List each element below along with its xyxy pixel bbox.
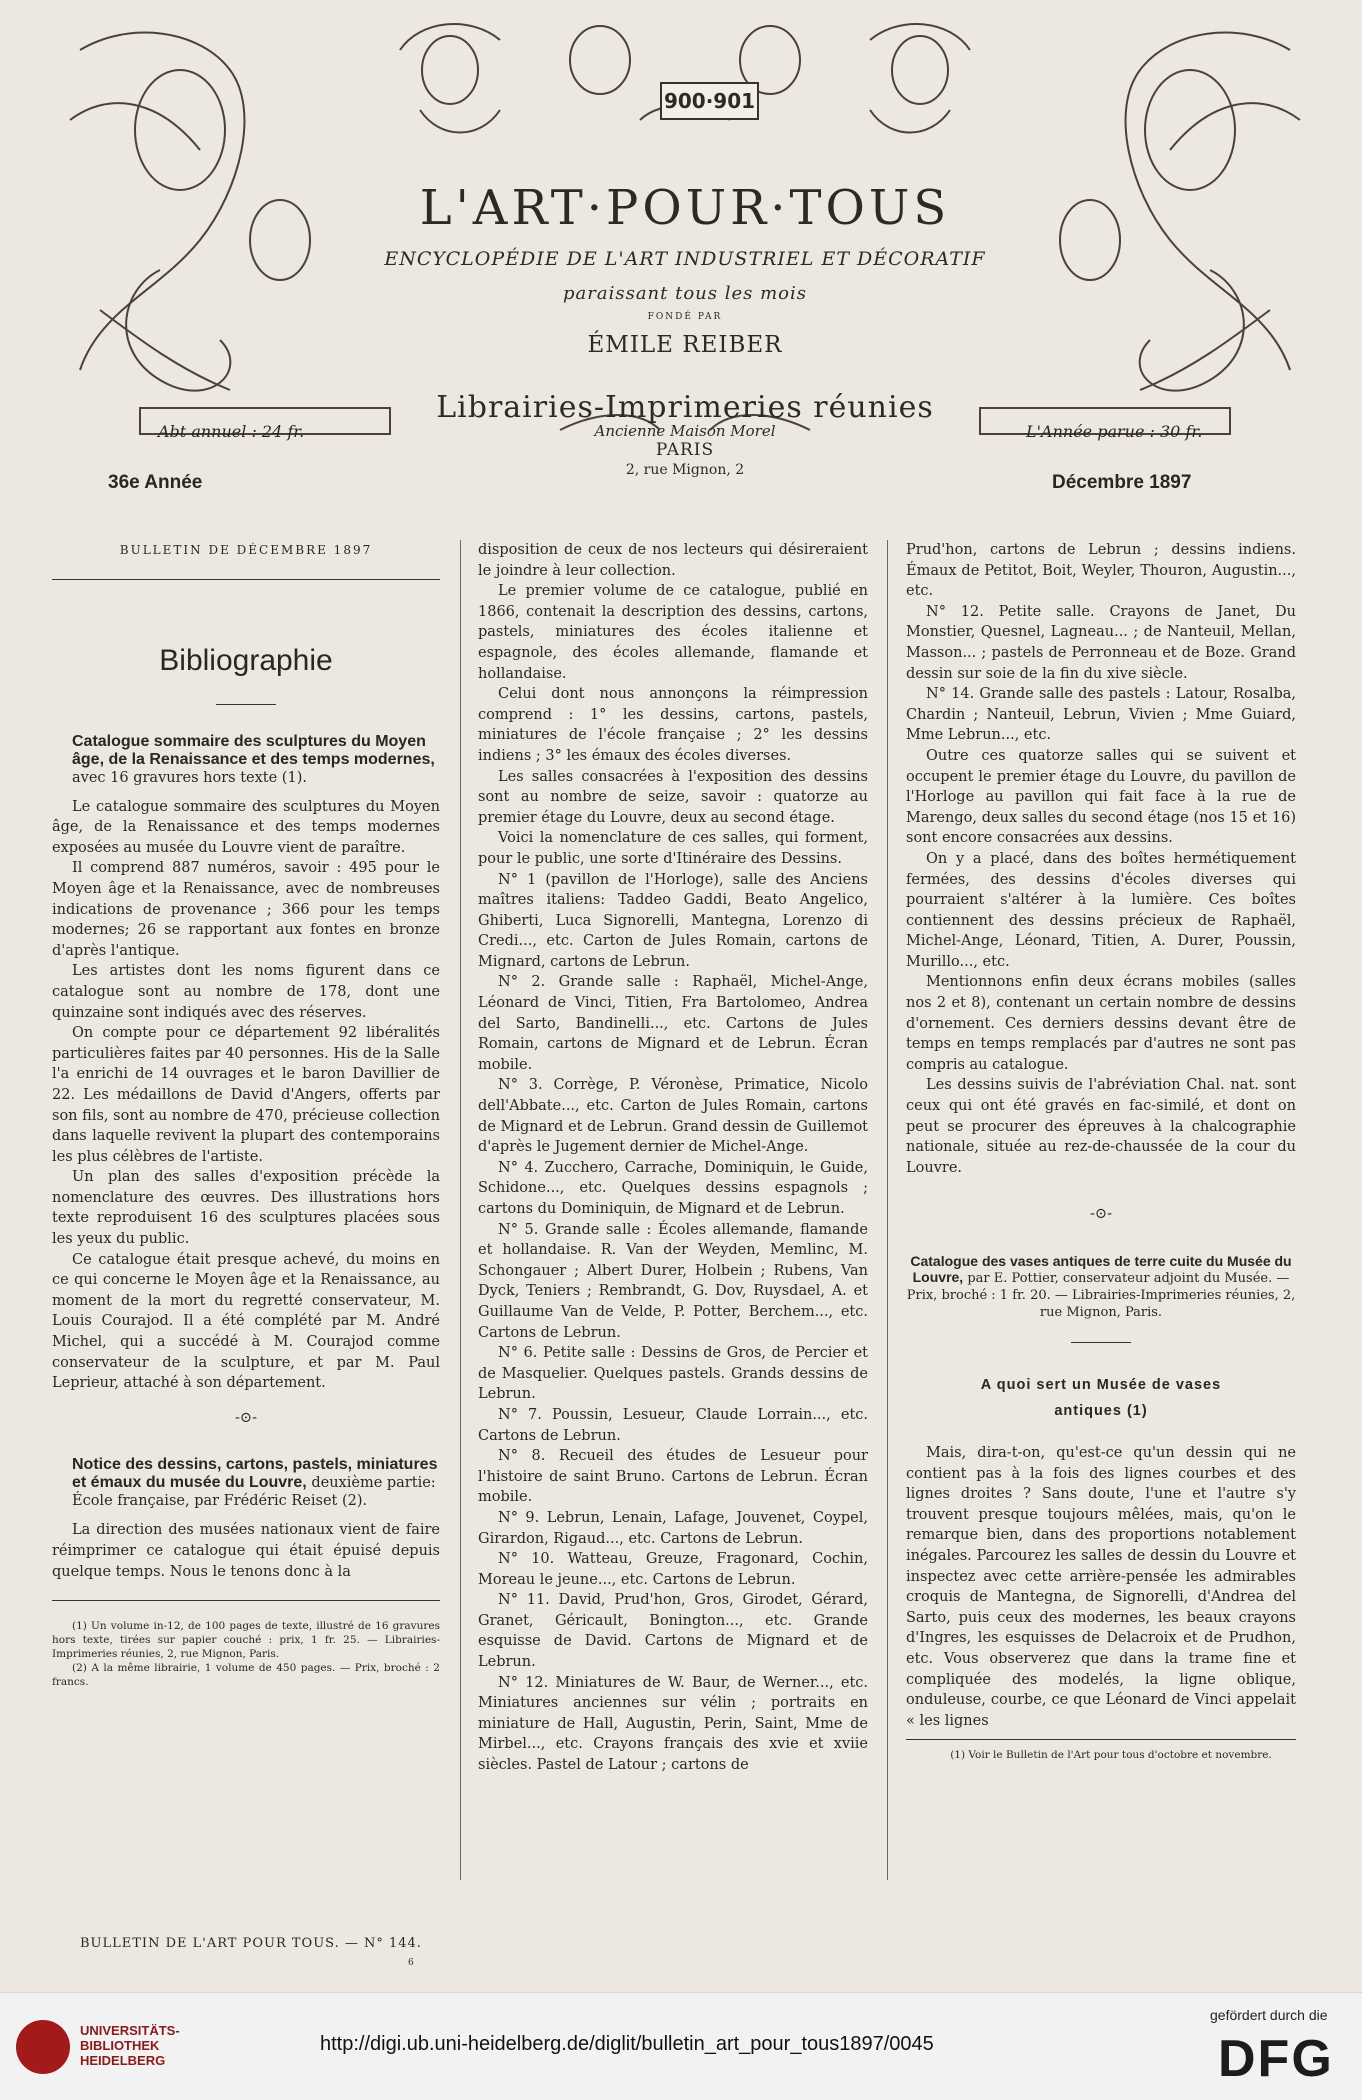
entry-heading-3 — [906, 1253, 1296, 1320]
paragraph: Celui dont nous annonçons la réimpression comprend : 1° les dessins, cartons, pastels, miniatures de l'école française ; 2° les dessins indiens ; 3° les émaux des écoles diverses. — [478, 686, 868, 764]
paragraph: N° 6. Petite salle : Dessins de Gros, de Percier et de Masquelier. Quelques pastels. Grands dessins de Lebrun. — [478, 1345, 868, 1403]
publisher-name: Librairies-Imprimeries réunies — [436, 390, 934, 425]
paragraph: Les dessins suivis de l'abréviation Chal. nat. sont ceux qui ont été gravés en fac-similé, et dont on peut se procurer des épreuves à la chalcographie nationale, située au rez-de-chaussée de la cour du Louvre. — [906, 1077, 1296, 1176]
entry-details: avec 16 gravures hors texte (1). — [72, 769, 307, 786]
entry-title: Catalogue des vases antiques de terre cuite du Musée du Louvre, — [910, 1253, 1292, 1285]
paragraph: Mentionnons enfin deux écrans mobiles (salles nos 2 et 8), contenant un certain nombre de dessins d'ornement. Ces derniers dessins devant être de temps en temps remplacés par d'autres ne sont pas compris au catalogue. — [906, 974, 1296, 1073]
issue-date: Décembre 1897 — [1052, 472, 1192, 493]
paragraph: N° 7. Poussin, Lesueur, Claude Lorrain..., etc. Cartons de Lebrun. — [478, 1406, 868, 1444]
university-seal-icon — [16, 2020, 70, 2074]
dfg-logo: DFG — [1218, 2030, 1334, 2088]
column-divider — [460, 540, 461, 1880]
article-heading-line-2: antiques (1) — [1054, 1403, 1148, 1419]
paragraph: Les artistes dont les noms figurent dans ce catalogue sont au nombre de 178, dont une quinzaine sont indiqués avec des réserves. — [52, 963, 440, 1021]
entry-title: Catalogue sommaire des sculptures du Moyen âge, de la Renaissance et des temps modernes, — [72, 732, 435, 768]
volume-year: 36e Année — [108, 472, 203, 493]
paragraph: N° 4. Zucchero, Carrache, Dominiquin, le Guide, Schidone..., etc. Quelques dessins espagnols ; cartons du Dominiquin, de Mignard et de Lebrun. — [478, 1159, 868, 1217]
paragraph: Le premier volume de ce catalogue, publié en 1866, contenait la description des dessins, cartons, pastels, miniatures des écoles italienne et espagnole, des écoles allemande, flamande et hollandaise. — [478, 583, 868, 682]
paragraph: Prud'hon, cartons de Lebrun ; dessins indiens. Émaux de Petitot, Boit, Weyler, Thouron, Augustin..., etc. — [906, 542, 1296, 600]
paragraph: Les salles consacrées à l'exposition des dessins sont au nombre de seize, savoir : quatorze au premier étage du Louvre, deux au second étage. — [478, 768, 868, 826]
journal-title: L'ART·POUR·TOUS — [419, 180, 951, 236]
bulletin-footer-line: BULLETIN DE L'ART POUR TOUS. — N° 144. — [80, 1936, 422, 1951]
footnote-divider — [906, 1739, 1296, 1740]
entry-details: deuxième partie: École française, par Frédéric Reiset (2). — [72, 1475, 436, 1510]
paragraph: N° 9. Lebrun, Lenain, Lafage, Jouvenet, Coypel, Girardon, Rigaud..., etc. Cartons de Lebrun. — [478, 1509, 868, 1547]
paragraph: Ce catalogue était presque achevé, du moins en ce qui concerne le Moyen âge et la Renaissance, au moment de la mort du regretté conservateur, M. Louis Courajod. Il a été complété par M. André Michel, qui a succédé à M. Courajod comme conservateur de la sculpture, et par M. Paul Leprieur, attaché à son département. — [52, 1251, 440, 1392]
paragraph: N° 11. David, Prud'hon, Gros, Girodet, Gérard, Granet, Géricault, Bonington..., etc. Grande esquisse de David. Cartons de Mignard et de Lebrun. — [478, 1592, 868, 1671]
entry-heading-1 — [52, 733, 440, 787]
publisher-city: PARIS — [655, 440, 715, 460]
masthead — [40, 10, 1330, 480]
paragraph: N° 12. Miniatures de W. Baur, de Werner..., etc. Miniatures anciennes sur vélin ; portraits en miniature de Hall, Augustin, Perin, Saint, Mme de Mirbel..., etc. Crayons français des xvie et xviie siècles. Pastel de Latour ; cartons de — [478, 1674, 868, 1774]
entry-heading-2 — [52, 1456, 440, 1510]
paragraph: Mais, dira-t-on, qu'est-ce qu'un dessin qui ne contient pas à la fois des lignes courbes et des lignes droites ? Sans doute, l'une et l'autre s'y trouvent presque toujours mêlées, mais, qu'on le remarque bien, dans des proportions notablement inégales. Parcourez les salles de dessin du Louvre et inspectez avec cette arrière-pensée les admirables croquis de Mantegna, de Signorelli, d'Andrea del Sarto, puis ceux des modernes, les beaux crayons d'Ingres, les esquisses de Delacroix et de Prudhon, etc. Vous observerez que dans la trame fine et compliquée des modelés, la ligne oblique, onduleuse, courbe, ce que Léonard de Vinci appelait « les lignes — [906, 1445, 1296, 1729]
publisher-address: 2, rue Mignon, 2 — [625, 462, 745, 478]
entry-title: Notice des dessins, cartons, pastels, miniatures et émaux du musée du Louvre, — [72, 1456, 438, 1492]
paragraph: La direction des musées nationaux vient de faire réimprimer ce catalogue qui était épuisé depuis quelque temps. Nous le tenons donc à la — [52, 1522, 440, 1580]
paragraph: On y a placé, dans des boîtes hermétiquement fermées, des dessins d'écoles diverses qui pourraient s'altérer à la lumière. Ces boîtes contiennent des dessins précieux de Raphaël, Michel-Ange, Léonard, Titien, A. Durer, Poussin, Murillo..., etc. — [906, 850, 1296, 970]
footnote: (2) A la même librairie, 1 volume de 450 pages. — Prix, broché : 2 francs. — [52, 1662, 440, 1689]
footnote-divider — [52, 1600, 440, 1601]
paragraph: Outre ces quatorze salles qui se suivent et occupent le premier étage du Louvre, du pavillon de l'Horloge au pavillon qui fait face à la rue de Marengo, deux salles du second étage (nos 15 et 16) sont encore consacrées aux dessins. — [906, 747, 1296, 847]
digitization-footer — [0, 1992, 1362, 2100]
column-2 — [478, 540, 868, 1776]
signature-mark: 6 — [408, 1958, 414, 1968]
short-divider — [1071, 1342, 1131, 1343]
paragraph: Un plan des salles d'exposition précède la nomenclature des œuvres. Des illustrations hors texte reproduisent 16 des sculptures placées sous les yeux du public. — [52, 1169, 440, 1248]
divider — [52, 579, 440, 580]
permalink-url[interactable]: http://digi.ub.uni-heidelberg.de/diglit/bulletin_art_pour_tous1897/0045 — [320, 2033, 934, 2055]
footnote: (1) Un volume in-12, de 100 pages de texte, illustré de 16 gravures hors texte, tirées sur papier couché : prix, 1 fr. 25. — Librairies-Imprimeries réunies, 2, rue Mignon, Paris. — [52, 1620, 440, 1661]
entry-details: par E. Pottier, conservateur adjoint du Musée. — Prix, broché : 1 fr. 20. — Librairies-Imprimeries réunies, 2, rue Mignon, Paris. — [906, 1271, 1296, 1320]
library-name-line: UNIVERSITÄTS- — [80, 2023, 180, 2038]
founder-name: ÉMILE REIBER — [587, 332, 783, 358]
subscription-price: Abt annuel : 24 fr. — [158, 422, 305, 441]
column-3 — [906, 540, 1296, 1762]
article-heading-line-1: A quoi sert un Musée de vases — [980, 1377, 1222, 1393]
journal-subtitle: ENCYCLOPÉDIE DE L'ART INDUSTRIEL ET DÉCORATIF — [384, 248, 986, 270]
column-1 — [52, 540, 440, 1689]
paragraph: N° 3. Corrège, P. Véronèse, Primatice, Nicolo dell'Abbate..., etc. Carton de Jules Romain, cartons de Mignard et de Lebrun. Grand dessin de Guillemot d'après le Jugement dernier de Michel-Ange. — [478, 1077, 868, 1156]
publication-frequency: paraissant tous les mois — [563, 283, 807, 304]
paragraph: On compte pour ce département 92 libéralités particulières faites par 40 personnes. His de la Salle l'a enrichi de 14 ouvrages et le baron Davillier de 22. Les médaillons de David d'Angers, offerts par son fils, sont au nombre de 470, précieuse collection dans laquelle revivent la plupart des contemporains les plus célèbres de l'artiste. — [52, 1025, 440, 1165]
library-name — [80, 2023, 180, 2068]
paragraph: N° 10. Watteau, Greuze, Fragonard, Cochin, Moreau le jeune..., etc. Cartons de Lebrun. — [478, 1551, 868, 1588]
library-name-line: HEIDELBERG — [80, 2053, 166, 2068]
paragraph: Voici la nomenclature de ces salles, qui forment, pour le public, une sorte d'Itinéraire des Dessins. — [478, 830, 868, 867]
section-mark: -⊙- — [1090, 1206, 1112, 1223]
paragraph: N° 2. Grande salle : Raphaël, Michel-Ange, Léonard de Vinci, Titien, Fra Bartolomeo, Andrea del Sarto, Bandinelli..., etc. Cartons de Jules Romain, cartons de Mignard et de Lebrun. Écran mobile. — [478, 974, 868, 1073]
section-title: Bibliographie — [159, 643, 333, 677]
paragraph: N° 8. Recueil des études de Lesueur pour l'histoire de saint Bruno. Cartons de Lebrun. Écran mobile. — [478, 1448, 868, 1506]
column-divider — [887, 540, 888, 1880]
paragraph: Le catalogue sommaire des sculptures du Moyen âge, de la Renaissance et des temps modernes exposées au musée du Louvre vient de paraître. — [52, 798, 440, 856]
short-divider — [216, 704, 276, 705]
funded-by-label: gefördert durch die — [1210, 2007, 1328, 2023]
section-mark: -⊙- — [235, 1409, 257, 1426]
annual-price: L'Année parue : 30 fr. — [1026, 422, 1203, 441]
issue-number-box: 900·901 — [660, 82, 759, 120]
paragraph: N° 1 (pavillon de l'Horloge), salle des Anciens maîtres italiens: Taddeo Gaddi, Beato Angelico, Ghiberti, Luca Signorelli, Mantegna, Lorenzo di Credi..., etc. Carton de Jules Romain, cartons de Mignard, cartons de Lebrun. — [478, 871, 868, 970]
paragraph: N° 14. Grande salle des pastels : Latour, Rosalba, Chardin ; Nanteuil, Lebrun, Vivien ; Mme Guiard, Mme Lebrun..., etc. — [906, 686, 1296, 744]
paragraph: Il comprend 887 numéros, savoir : 495 pour le Moyen âge et la Renaissance, avec de nombreuses indications de provenance ; 366 pour les temps modernes; 26 se rapportant aux fontes en bronze d'après l'antique. — [52, 860, 440, 959]
paragraph: N° 12. Petite salle. Crayons de Janet, Du Monstier, Quesnel, Lagneau... ; de Nanteuil, Mellan, Masson... ; pastels de Perronneau et de Boze. Grand dessin sur soie de la fin du xive siècle. — [906, 603, 1296, 682]
paragraph: N° 5. Grande salle : Écoles allemande, flamande et hollandaise. R. Van der Weyden, Memlinc, M. Schongauer ; Albert Durer, Holbein ; Rubens, Van Dyck, Teniers ; Rembrandt, G. Dov, Ruysdael, A. et Guillaume Van de Velde, P. Potter, Berchem..., etc. Cartons de Lebrun. — [478, 1221, 868, 1341]
library-name-line: BIBLIOTHEK — [80, 2038, 160, 2053]
paragraph: disposition de ceux de nos lecteurs qui désireraient le joindre à leur collection. — [478, 542, 868, 579]
footnote: (1) Voir le Bulletin de l'Art pour tous d'octobre et novembre. — [950, 1749, 1272, 1762]
bulletin-label: BULLETIN DE DÉCEMBRE 1897 — [119, 543, 373, 557]
founded-by-label: FONDÉ PAR — [647, 312, 723, 322]
former-house: Ancienne Maison Morel — [594, 422, 776, 440]
